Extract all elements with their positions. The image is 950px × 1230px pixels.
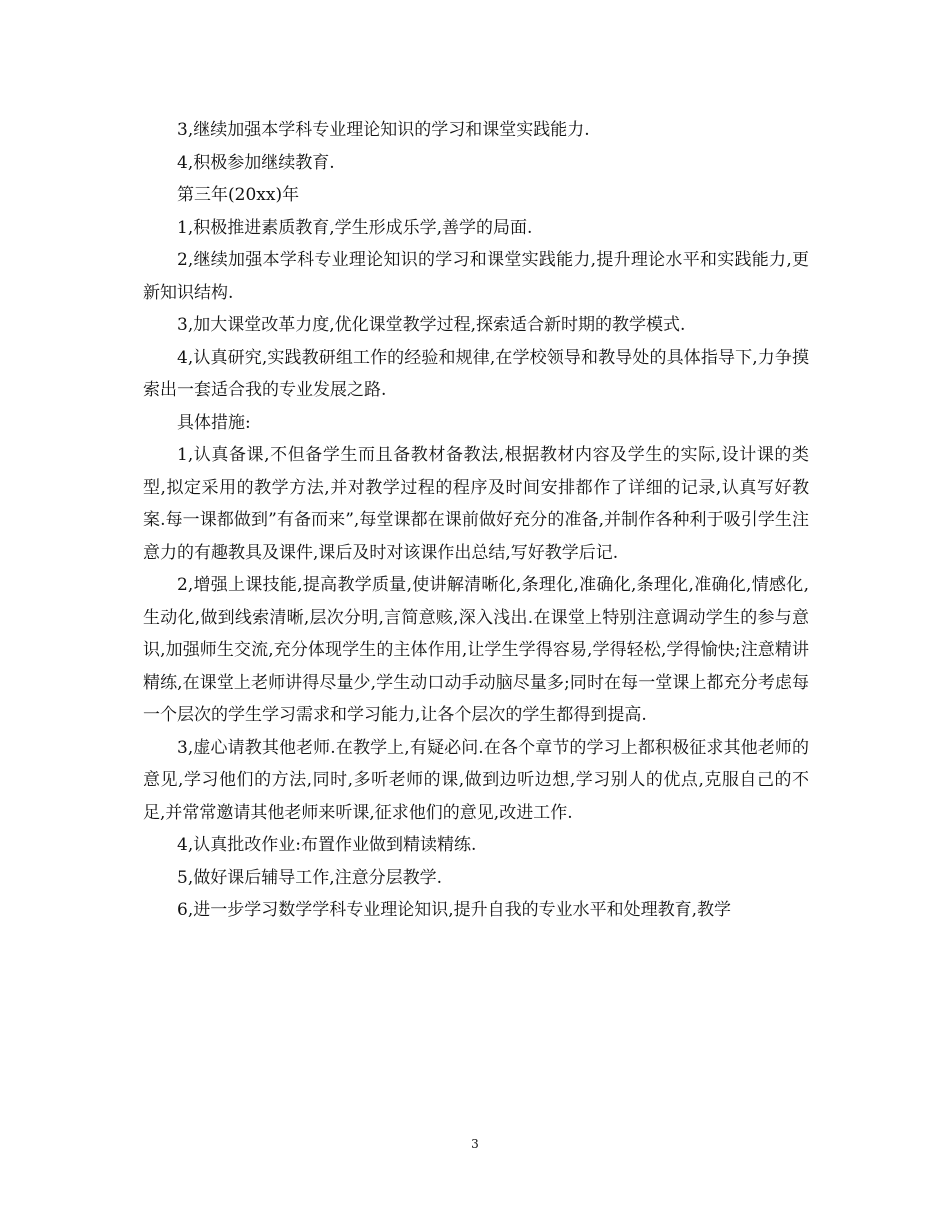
page-number: 3: [471, 1137, 479, 1151]
paragraph-11: 3,虚心请教其他老师.在教学上,有疑必问.在各个章节的学习上都积极征求其他老师的意见,学习他们的方法,同时,多听老师的课,做到边听边想,学习别人的优点,克服自己的不足,并常常邀请其他老师来听课,征求他们的意见,改进工作.: [143, 737, 809, 823]
paragraph-9: 1,认真备课,不但备学生而且备教材备教法,根据教材内容及学生的实际,设计课的类型,拟定采用的教学方法,并对教学过程的程序及时间安排都作了详细的记录,认真写好教案.每一课都做到”有备而来”,每堂课都在课前做好充分的准备,并制作各种利于吸引学生注意力的有趣教具及课件,课后及时对该课作出总结,写好教学后记.: [143, 445, 809, 563]
paragraph-10: 2,增强上课技能,提高教学质量,使讲解清晰化,条理化,准确化,条理化,准确化,情感化,生动化,做到线索清晰,层次分明,言简意赅,深入浅出.在课堂上特别注意调动学生的参与意识,加强师生交流,充分体现学生的主体作用,让学生学得容易,学得轻松,学得愉快;注意精讲精练,在课堂上老师讲得尽量少,学生动口动手动脑尽量多;同时在每一堂课上都充分考虑每一个层次的学生学习需求和学习能力,让各个层次的学生都得到提高.: [143, 575, 809, 725]
paragraph-12: 4,认真批改作业:布置作业做到精读精练.: [177, 835, 477, 855]
paragraph-7: 4,认真研究,实践教研组工作的经验和规律,在学校领导和教导处的具体指导下,力争摸索出一套适合我的专业发展之路.: [143, 347, 809, 400]
paragraph-6: 3,加大课堂改革力度,优化课堂教学过程,探索适合新时期的教学模式.: [177, 315, 686, 335]
section-heading-measures: 具体措施:: [177, 412, 251, 433]
paragraph-4: 1,积极推进素质教育,学生形成乐学,善学的局面.: [177, 217, 533, 238]
paragraph-13: 5,做好课后辅导工作,注意分层教学.: [177, 867, 443, 888]
section-heading-third-year: 第三年(20xx)年: [177, 185, 300, 205]
document-body: [143, 114, 809, 927]
paragraph-1: 3,继续加强本学科专业理论知识的学习和课堂实践能力.: [177, 120, 590, 140]
paragraph-14: 6,进一步学习数学学科专业理论知识,提升自我的专业水平和处理教育,教学: [177, 900, 732, 920]
paragraph-2: 4,积极参加继续教育.: [177, 152, 335, 173]
paragraph-5: 2,继续加强本学科专业理论知识的学习和课堂实践能力,提升理论水平和实践能力,更新知识结构.: [143, 250, 809, 303]
